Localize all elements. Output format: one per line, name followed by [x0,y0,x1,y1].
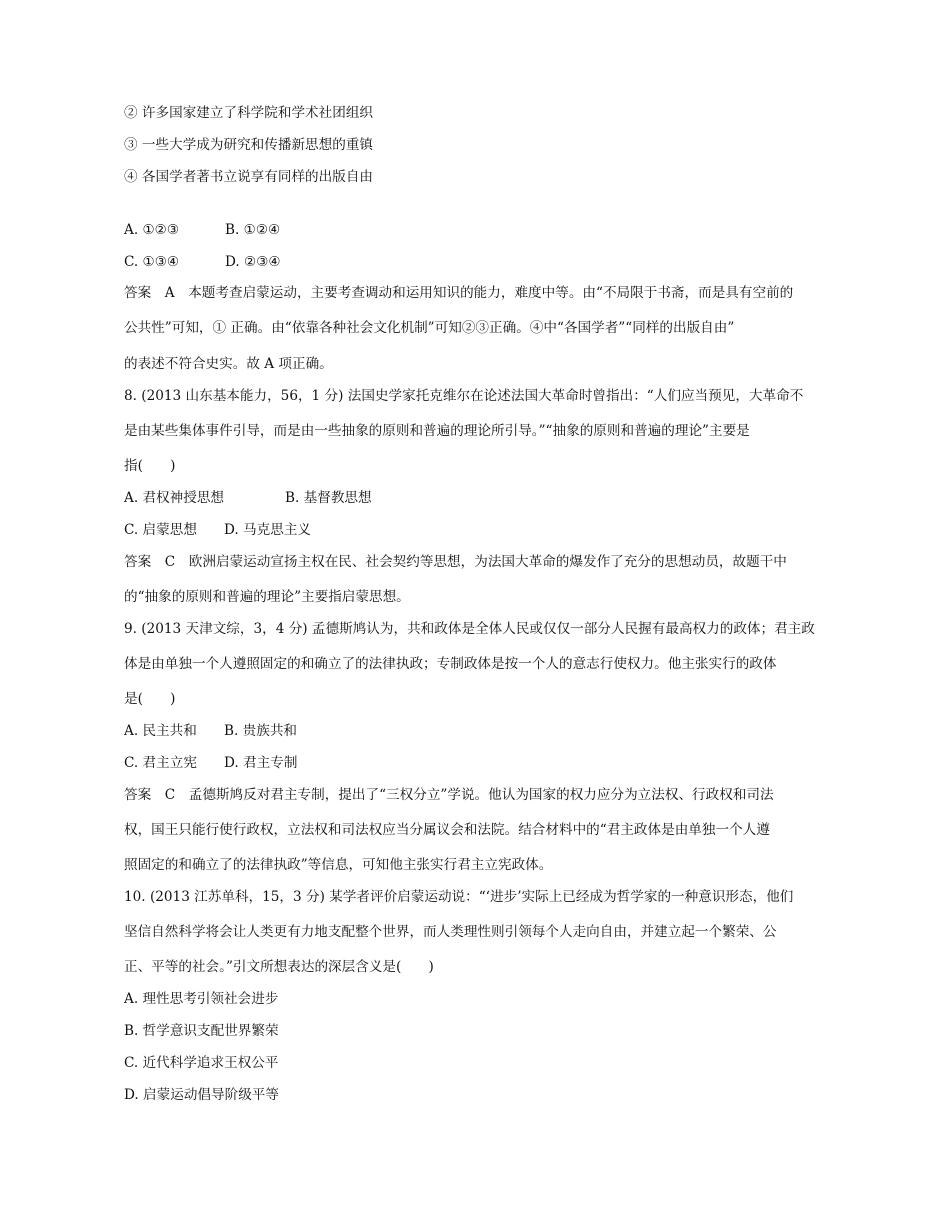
q7-answer-line-3: 的表述不符合史实。故 A 项正确。 [124,356,333,372]
q7-option-a: A. ①②③ [124,222,180,238]
q8-stem-line-2: 是由某些集体事件引导，而是由一些抽象的原则和普遍的理论所引导。”“抽象的原则和普遍的理论”主要是 [124,423,750,439]
q9-stem-line-1: 9. (2013 天津文综，3，4 分) 孟德斯鸠认为，共和政体是全体人民或仅仅一部分人民握有最高权力的政体；君主政 [124,621,815,637]
q9-answer-line-2: 权，国王只能行使行政权，立法权和司法权应当分属议会和法院。结合材料中的“君主政体是由单独一个人遵 [124,822,770,838]
q7-option-c: C. ①③④ [124,254,180,270]
q8-option-a: A. 君权神授思想 [124,490,225,506]
q7-options-row-1 [124,220,280,240]
q10-option-a: A. 理性思考引领社会进步 [124,991,279,1007]
q8-option-d: D. 马克思主义 [224,522,312,538]
intro-item-4: ④ 各国学者著书立说享有同样的出版自由 [124,169,374,185]
q7-answer-line-2: 公共性”可知，① 正确。由“依靠各种社会文化机制”可知②③正确。④中“各国学者”“同样的出版自由” [124,320,735,336]
q10-option-c: C. 近代科学追求王权公平 [124,1055,279,1071]
q9-options-row-2 [124,753,297,773]
intro-item-3: ③ 一些大学成为研究和传播新思想的重镇 [124,137,374,153]
q8-options-row-2 [124,520,311,540]
q9-stem-line-3: 是( ) [124,691,176,707]
q10-option-d: D. 启蒙运动倡导阶级平等 [124,1087,279,1103]
q10-option-b: B. 哲学意识支配世界繁荣 [124,1023,279,1039]
q8-answer-line-1: 答案 C 欧洲启蒙运动宣扬主权在民、社会契约等思想，为法国大革命的爆发作了充分的思想动员，故题干中 [124,554,787,570]
q9-option-a: A. 民主共和 [124,723,197,739]
q10-stem-line-1: 10. (2013 江苏单科，15，3 分) 某学者评价启蒙运动说：“‘进步’实际上已经成为哲学家的一种意识形态，他们 [124,889,794,905]
q9-answer-line-1: 答案 C 孟德斯鸠反对君主专制，提出了“三权分立”学说。他认为国家的权力应分为立法权、行政权和司法 [124,787,774,803]
q7-options-row-2 [124,252,281,272]
intro-item-2: ② 许多国家建立了科学院和学术社团组织 [124,105,374,121]
q9-stem-line-2: 体是由单独一个人遵照固定的和确立了的法律执政；专制政体是按一个人的意志行使权力。他主张实行的政体 [124,656,777,672]
q8-answer-line-2: 的“抽象的原则和普遍的理论”主要指启蒙思想。 [124,589,410,605]
q7-option-b: B. ①②④ [225,222,281,238]
q8-stem-line-3: 指( ) [124,458,176,474]
q8-option-c: C. 启蒙思想 [124,522,197,538]
q7-answer-line-1: 答案 A 本题考查启蒙运动，主要考查调动和运用知识的能力，难度中等。由“不局限于书斋，而是具有空前的 [124,285,794,301]
q10-stem-line-3: 正、平等的社会。”引文所想表达的深层含义是( ) [124,959,434,975]
q8-options-row-1 [124,488,372,508]
q9-option-b: B. 贵族共和 [224,723,298,739]
q9-option-d: D. 君主专制 [224,755,298,771]
q8-stem-line-1: 8. (2013 山东基本能力，56，1 分) 法国史学家托克维尔在论述法国大革命时曾指出：“人们应当预见，大革命不 [124,388,804,404]
q9-option-c: C. 君主立宪 [124,755,197,771]
q10-stem-line-2: 坚信自然科学将会让人类更有力地支配整个世界，而人类理性则引领每个人走向自由，并建立起一个繁荣、公 [124,924,777,940]
q8-option-b: B. 基督教思想 [285,490,372,506]
q7-option-d: D. ②③④ [225,254,281,270]
q9-options-row-1 [124,721,297,741]
q9-answer-line-3: 照固定的和确立了的法律执政”等信息，可知他主张实行君主立宪政体。 [124,857,553,873]
